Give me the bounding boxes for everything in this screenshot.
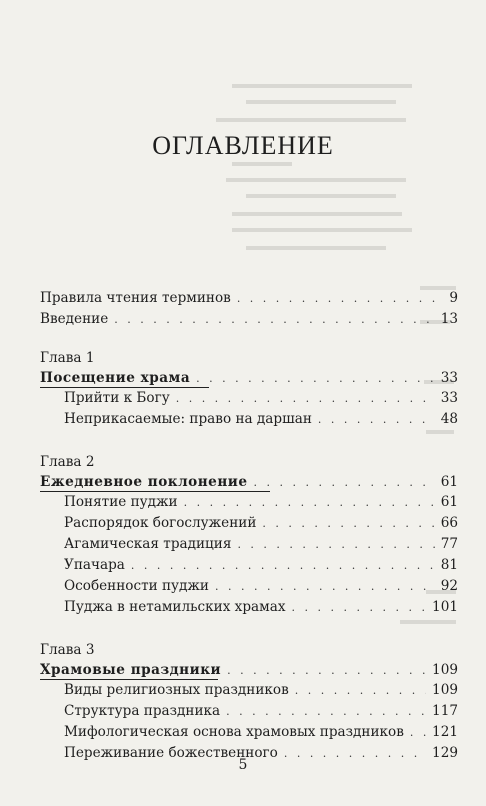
toc-section-label: Виды религиозных праздников (64, 682, 289, 698)
dot-leader (227, 660, 426, 681)
dot-leader (131, 555, 435, 576)
toc-section-label: Неприкасаемые: право на даршан (64, 411, 312, 427)
toc-entry-label: Введение (40, 311, 109, 327)
toc-chapter-label: Посещение храма (40, 370, 191, 386)
toc-section-page: 92 (440, 578, 458, 594)
toc-chapter-page: 33 (440, 370, 458, 386)
dot-leader (215, 576, 435, 597)
toc-section-page: 129 (432, 745, 458, 761)
chapter-heading: Глава 2 (40, 454, 95, 470)
toc-chapter-label: Храмовые праздники (40, 662, 222, 678)
page-number: 5 (238, 757, 248, 773)
dot-leader (176, 388, 435, 409)
dot-leader (262, 513, 434, 534)
toc-section-entry[interactable] (40, 722, 458, 743)
toc-section-entry[interactable] (40, 492, 458, 513)
dot-leader (295, 680, 426, 701)
toc-section-page: 81 (440, 557, 458, 573)
toc-chapter-page: 61 (440, 474, 458, 490)
chapter-heading: Глава 3 (40, 642, 95, 658)
toc-section-label: Особенности пуджи (64, 578, 209, 594)
toc-section-label: Понятие пуджи (64, 494, 178, 510)
toc-section-entry[interactable] (40, 555, 458, 576)
table-of-contents (40, 288, 458, 764)
toc-section-entry[interactable] (40, 534, 458, 555)
dot-leader (410, 722, 426, 743)
toc-section-entry[interactable] (40, 388, 458, 409)
toc-section-page: 33 (440, 390, 458, 406)
toc-section-label: Мифологическая основа храмовых праздников (64, 724, 404, 740)
toc-entry-page: 13 (440, 311, 458, 327)
toc-section-entry[interactable] (40, 680, 458, 701)
toc-section-page: 66 (440, 515, 458, 531)
toc-section-label: Агамическая традиция (64, 536, 232, 552)
toc-section-label: Распорядок богослужений (64, 515, 257, 531)
toc-section-page: 121 (432, 724, 458, 740)
toc-section-page: 77 (440, 536, 458, 552)
toc-section-label: Пуджа в нетамильских храмах (64, 599, 286, 615)
toc-section-label: Структура праздника (64, 703, 221, 719)
toc-section-entry[interactable] (40, 409, 458, 430)
dot-leader (318, 409, 435, 430)
toc-section-label: Прийти к Богу (64, 390, 170, 406)
toc-section-page: 48 (440, 411, 458, 427)
dot-leader (184, 492, 435, 513)
toc-section-entry[interactable] (40, 701, 458, 722)
toc-section-entry[interactable] (40, 513, 458, 534)
toc-chapter-title[interactable] (40, 472, 458, 493)
toc-section-label: Упачара (64, 557, 125, 573)
dot-leader (226, 701, 426, 722)
toc-entry-page: 9 (449, 290, 458, 306)
dot-leader (237, 534, 434, 555)
toc-entry-label: Правила чтения терминов (40, 290, 231, 306)
toc-chapter-title[interactable] (40, 660, 458, 681)
toc-section-label: Переживание божественного (64, 745, 278, 761)
dot-leader (114, 309, 434, 330)
dot-leader (237, 288, 438, 309)
dot-leader (292, 597, 427, 618)
page-title: ОГЛАВЛЕНИЕ (152, 131, 334, 160)
toc-chapter-page: 109 (432, 662, 458, 678)
toc-section-page: 109 (432, 682, 458, 698)
toc-entry-reading-rules[interactable] (40, 288, 458, 309)
toc-section-entry[interactable] (40, 576, 458, 597)
toc-section-entry[interactable] (40, 597, 458, 618)
toc-chapter-title[interactable] (40, 368, 458, 389)
toc-chapter-label: Ежедневное поклонение (40, 474, 248, 490)
toc-section-page: 61 (440, 494, 458, 510)
dot-leader (254, 472, 435, 493)
toc-section-page: 101 (432, 599, 458, 615)
dot-leader (196, 368, 435, 389)
toc-entry-introduction[interactable] (40, 309, 458, 330)
chapter-heading: Глава 1 (40, 350, 95, 366)
toc-section-page: 117 (432, 703, 458, 719)
